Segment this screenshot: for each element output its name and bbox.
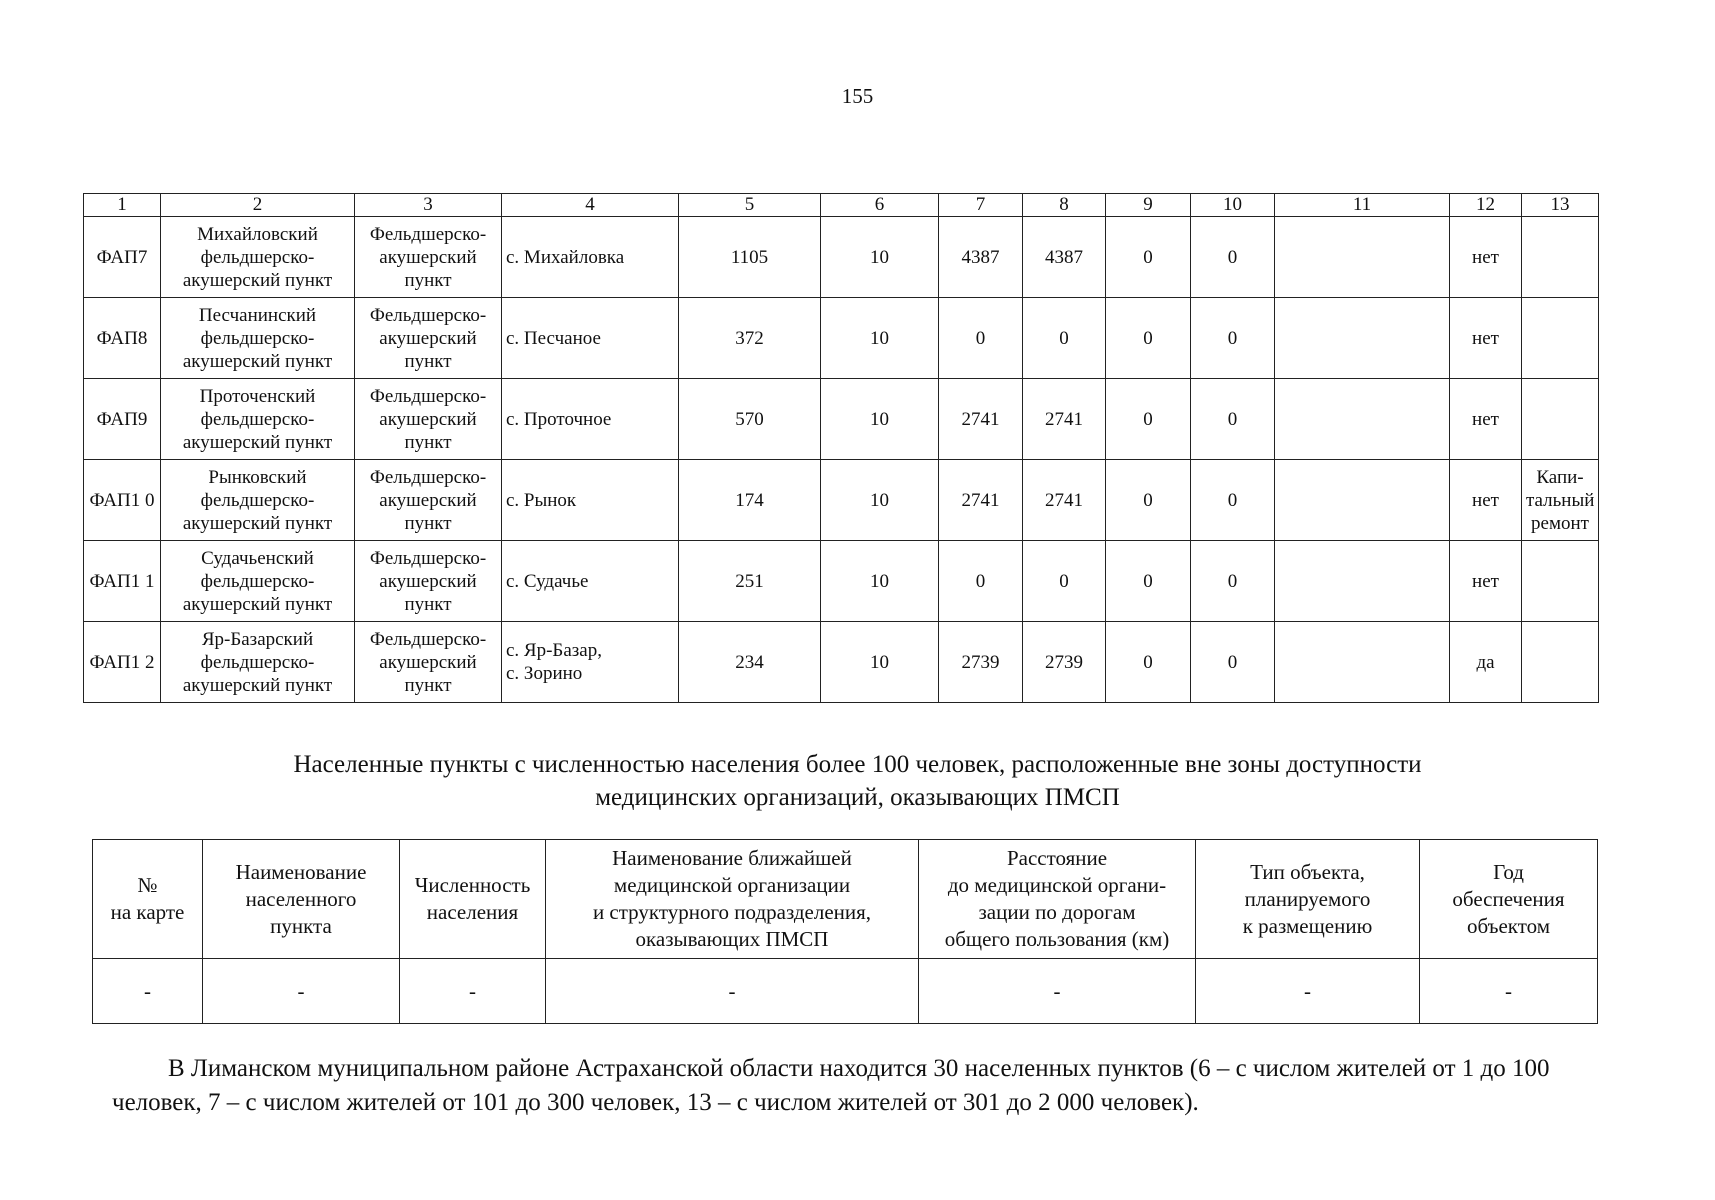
table-cell-c7: 2741 (939, 379, 1023, 460)
facility-location-line: с. Михайловка (506, 246, 625, 268)
facility-name-line: акушерский пункт (182, 512, 333, 534)
table-cell-c11 (1275, 379, 1450, 460)
page-number: 155 (841, 84, 874, 108)
facility-type (355, 379, 502, 460)
table-cell-c9: 0 (1106, 460, 1191, 541)
column-header (546, 840, 919, 959)
table-cell-c7: 0 (939, 541, 1023, 622)
column-header-line: Расстояние (1006, 846, 1108, 870)
table-cell-c11 (1275, 298, 1450, 379)
table-cell-c11 (1275, 217, 1450, 298)
table-cell-c7: 0 (939, 298, 1023, 379)
facility-name (161, 460, 355, 541)
column-header-line: общего пользования (км) (944, 927, 1170, 951)
table-row (84, 541, 1599, 622)
facility-type-line: акушерский (379, 651, 477, 673)
table-header-row (93, 840, 1598, 959)
column-header-line: населения (426, 900, 519, 924)
facility-name-line: Песчанинский (198, 304, 317, 326)
facility-name-line: Михайловский (197, 223, 318, 245)
column-number-row (84, 194, 1599, 217)
table-cell-c10: 0 (1191, 460, 1275, 541)
facility-type-line: Фельдшерско- (369, 466, 487, 488)
facility-name (161, 298, 355, 379)
facility-type (355, 298, 502, 379)
facility-code: ФАП7 (84, 217, 161, 298)
table-cell-c8: 0 (1023, 541, 1106, 622)
facility-location-line: с. Песчаное (506, 327, 601, 349)
table-cell-c10: 0 (1191, 622, 1275, 703)
column-number: 12 (1450, 194, 1522, 217)
facility-type-line: Фельдшерско- (369, 304, 487, 326)
note-line: ремонт (1531, 512, 1589, 534)
table-cell-c10: 0 (1191, 379, 1275, 460)
column-header-line: № (137, 873, 158, 897)
table-cell-c8: 4387 (1023, 217, 1106, 298)
facility-type (355, 217, 502, 298)
table-cell-c8: 2741 (1023, 460, 1106, 541)
table-cell-c7: 2741 (939, 460, 1023, 541)
facility-code: ФАП1 0 (84, 460, 161, 541)
column-header (1420, 840, 1598, 959)
table-cell-c12: да (1450, 622, 1522, 703)
facility-name-line: фельдшерско- (200, 408, 315, 430)
facility-location (502, 217, 679, 298)
column-number: 3 (355, 194, 502, 217)
section-title-line: медицинских организаций, оказывающих ПМСП (595, 784, 1120, 811)
column-number: 5 (679, 194, 821, 217)
column-header-line: зации по дорогам (978, 900, 1136, 924)
table-cell-c5: 1105 (679, 217, 821, 298)
table-cell-c12: нет (1450, 298, 1522, 379)
table-cell-c6: 10 (821, 379, 939, 460)
facility-type-line: пункт (404, 350, 452, 372)
facility-location-line: с. Судачье (506, 570, 589, 592)
facility-code: ФАП1 2 (84, 622, 161, 703)
facility-location (502, 298, 679, 379)
table-cell-c9: 0 (1106, 622, 1191, 703)
column-number: 1 (84, 194, 161, 217)
table-cell: - (546, 959, 919, 1024)
facility-name (161, 622, 355, 703)
column-number: 2 (161, 194, 355, 217)
table-cell-c9: 0 (1106, 298, 1191, 379)
facility-location-line: с. Зорино (506, 663, 583, 684)
column-header-line: к размещению (1242, 913, 1373, 938)
table-cell-c6: 10 (821, 622, 939, 703)
column-header-line: Наименование ближайшей (612, 846, 852, 870)
table-cell: - (203, 959, 400, 1024)
table-cell-c13 (1522, 541, 1599, 622)
table-row (93, 959, 1598, 1024)
column-header-line: до медицинской органи- (947, 873, 1167, 897)
column-number: 9 (1106, 194, 1191, 217)
table-cell-c5: 251 (679, 541, 821, 622)
facility-location (502, 541, 679, 622)
facility-code: ФАП8 (84, 298, 161, 379)
facility-name-line: фельдшерско- (200, 570, 315, 592)
table-cell-c5: 570 (679, 379, 821, 460)
column-number: 10 (1191, 194, 1275, 217)
facility-name-line: фельдшерско- (200, 246, 315, 268)
column-header-line: медицинской организации (613, 873, 851, 897)
table-cell-c11 (1275, 622, 1450, 703)
table-cell-c13 (1522, 622, 1599, 703)
table-cell-c7: 2739 (939, 622, 1023, 703)
column-header (1196, 840, 1420, 959)
table-row (84, 622, 1599, 703)
table-cell-c10: 0 (1191, 217, 1275, 298)
table-cell-c5: 234 (679, 622, 821, 703)
column-header-line: планируемого (1244, 886, 1371, 911)
facility-type-line: пункт (404, 269, 452, 291)
table-row (84, 379, 1599, 460)
facility-type-line: акушерский (379, 327, 477, 349)
facility-type-line: акушерский (379, 489, 477, 511)
column-header-line: на карте (110, 900, 185, 924)
facility-name-line: фельдшерско- (200, 489, 315, 511)
table-cell-c13 (1522, 379, 1599, 460)
table-cell-c6: 10 (821, 460, 939, 541)
table-cell-c13 (1522, 460, 1599, 541)
facility-type-line: пункт (404, 593, 452, 615)
table-cell-c9: 0 (1106, 541, 1191, 622)
facility-location-line: с. Рынок (506, 489, 577, 511)
facility-name-line: фельдшерско- (200, 327, 315, 349)
facility-type-line: акушерский (379, 408, 477, 430)
note-line: Капи- (1536, 466, 1584, 488)
table-cell-c5: 174 (679, 460, 821, 541)
column-header-line: Наименование (235, 859, 367, 884)
table-cell-c5: 372 (679, 298, 821, 379)
facility-location (502, 622, 679, 703)
note-line: тальный (1526, 489, 1595, 511)
facility-name-line: акушерский пункт (182, 674, 333, 696)
column-number: 8 (1023, 194, 1106, 217)
facility-location (502, 379, 679, 460)
facility-name-line: акушерский пункт (182, 269, 333, 291)
section-title (0, 748, 1715, 814)
table-cell: - (919, 959, 1196, 1024)
column-header-line: и структурного подразделения, (592, 900, 872, 924)
table-cell-c9: 0 (1106, 217, 1191, 298)
table-row (84, 460, 1599, 541)
facility-name-line: акушерский пункт (182, 431, 333, 453)
table-cell-c10: 0 (1191, 298, 1275, 379)
table-cell-c12: нет (1450, 217, 1522, 298)
column-number: 7 (939, 194, 1023, 217)
column-header (93, 840, 203, 959)
column-header (400, 840, 546, 959)
column-number: 11 (1275, 194, 1450, 217)
facility-name-line: Рынковский (208, 466, 307, 488)
facility-name (161, 541, 355, 622)
column-header-line: населенного (245, 886, 357, 911)
table-cell-c11 (1275, 541, 1450, 622)
facility-name-line: Судачьенский (201, 547, 314, 569)
facility-type-line: пункт (404, 512, 452, 534)
facility-code: ФАП1 1 (84, 541, 161, 622)
facility-type-line: пункт (404, 674, 452, 696)
table-cell-c8: 0 (1023, 298, 1106, 379)
facility-type (355, 541, 502, 622)
column-header-line: Численность (414, 873, 531, 897)
table-cell-c12: нет (1450, 541, 1522, 622)
column-header-line: объектом (1466, 913, 1551, 938)
table-cell-c12: нет (1450, 379, 1522, 460)
table-cell: - (93, 959, 203, 1024)
column-header-line: обеспечения (1452, 886, 1565, 911)
table-cell: - (1196, 959, 1420, 1024)
facility-location (502, 460, 679, 541)
table-cell-c6: 10 (821, 541, 939, 622)
column-number: 4 (502, 194, 679, 217)
summary-paragraph: В Лиманском муниципальном районе Астраханской области находится 30 населенных пунктов (6 – с числом жителей от 1 до 100 человек, 7 – с числом жителей от 101 до 300 человек, 13 – с числом жителей от 301 до 2 000 человек). (112, 1055, 1550, 1116)
facilities-table (83, 193, 1599, 703)
facility-name (161, 217, 355, 298)
table-cell-c8: 2739 (1023, 622, 1106, 703)
facility-type (355, 622, 502, 703)
table-cell-c7: 4387 (939, 217, 1023, 298)
facility-name-line: Проточенский (199, 385, 316, 407)
table-cell-c9: 0 (1106, 379, 1191, 460)
column-number: 6 (821, 194, 939, 217)
facility-name-line: фельдшерско- (200, 651, 315, 673)
column-header (919, 840, 1196, 959)
table-cell-c11 (1275, 460, 1450, 541)
facility-type-line: акушерский (379, 246, 477, 268)
facility-type-line: Фельдшерско- (369, 223, 487, 245)
table-cell-c8: 2741 (1023, 379, 1106, 460)
facility-name-line: Яр-Базарский (201, 628, 314, 650)
facility-type-line: акушерский (379, 570, 477, 592)
section-title-line: Населенные пункты с численностью населения более 100 человек, расположенные вне зоны доступности (293, 751, 1422, 778)
column-header-line: пункта (270, 913, 332, 938)
facility-type-line: Фельдшерско- (369, 385, 487, 407)
table-row (84, 298, 1599, 379)
column-header (203, 840, 400, 959)
facility-name (161, 379, 355, 460)
facility-code: ФАП9 (84, 379, 161, 460)
table-cell-c12: нет (1450, 460, 1522, 541)
table-cell: - (400, 959, 546, 1024)
facility-type-line: Фельдшерско- (369, 628, 487, 650)
table-cell-c10: 0 (1191, 541, 1275, 622)
facility-type (355, 460, 502, 541)
facility-location-line: с. Проточное (506, 408, 612, 430)
table-cell-c13 (1522, 217, 1599, 298)
table-cell-c6: 10 (821, 298, 939, 379)
column-number: 13 (1522, 194, 1599, 217)
column-header-line: Тип объекта, (1250, 859, 1365, 884)
column-header-line: оказывающих ПМСП (635, 927, 829, 951)
table-cell-c13 (1522, 298, 1599, 379)
facility-location-line: с. Яр-Базар, (506, 640, 602, 661)
column-header-line: Год (1493, 859, 1524, 884)
facility-type-line: пункт (404, 431, 452, 453)
table-cell-c6: 10 (821, 217, 939, 298)
settlements-outside-access-table (92, 839, 1598, 1024)
facility-name-line: акушерский пункт (182, 593, 333, 615)
facility-name-line: акушерский пункт (182, 350, 333, 372)
table-cell: - (1420, 959, 1598, 1024)
table-row (84, 217, 1599, 298)
facility-type-line: Фельдшерско- (369, 547, 487, 569)
